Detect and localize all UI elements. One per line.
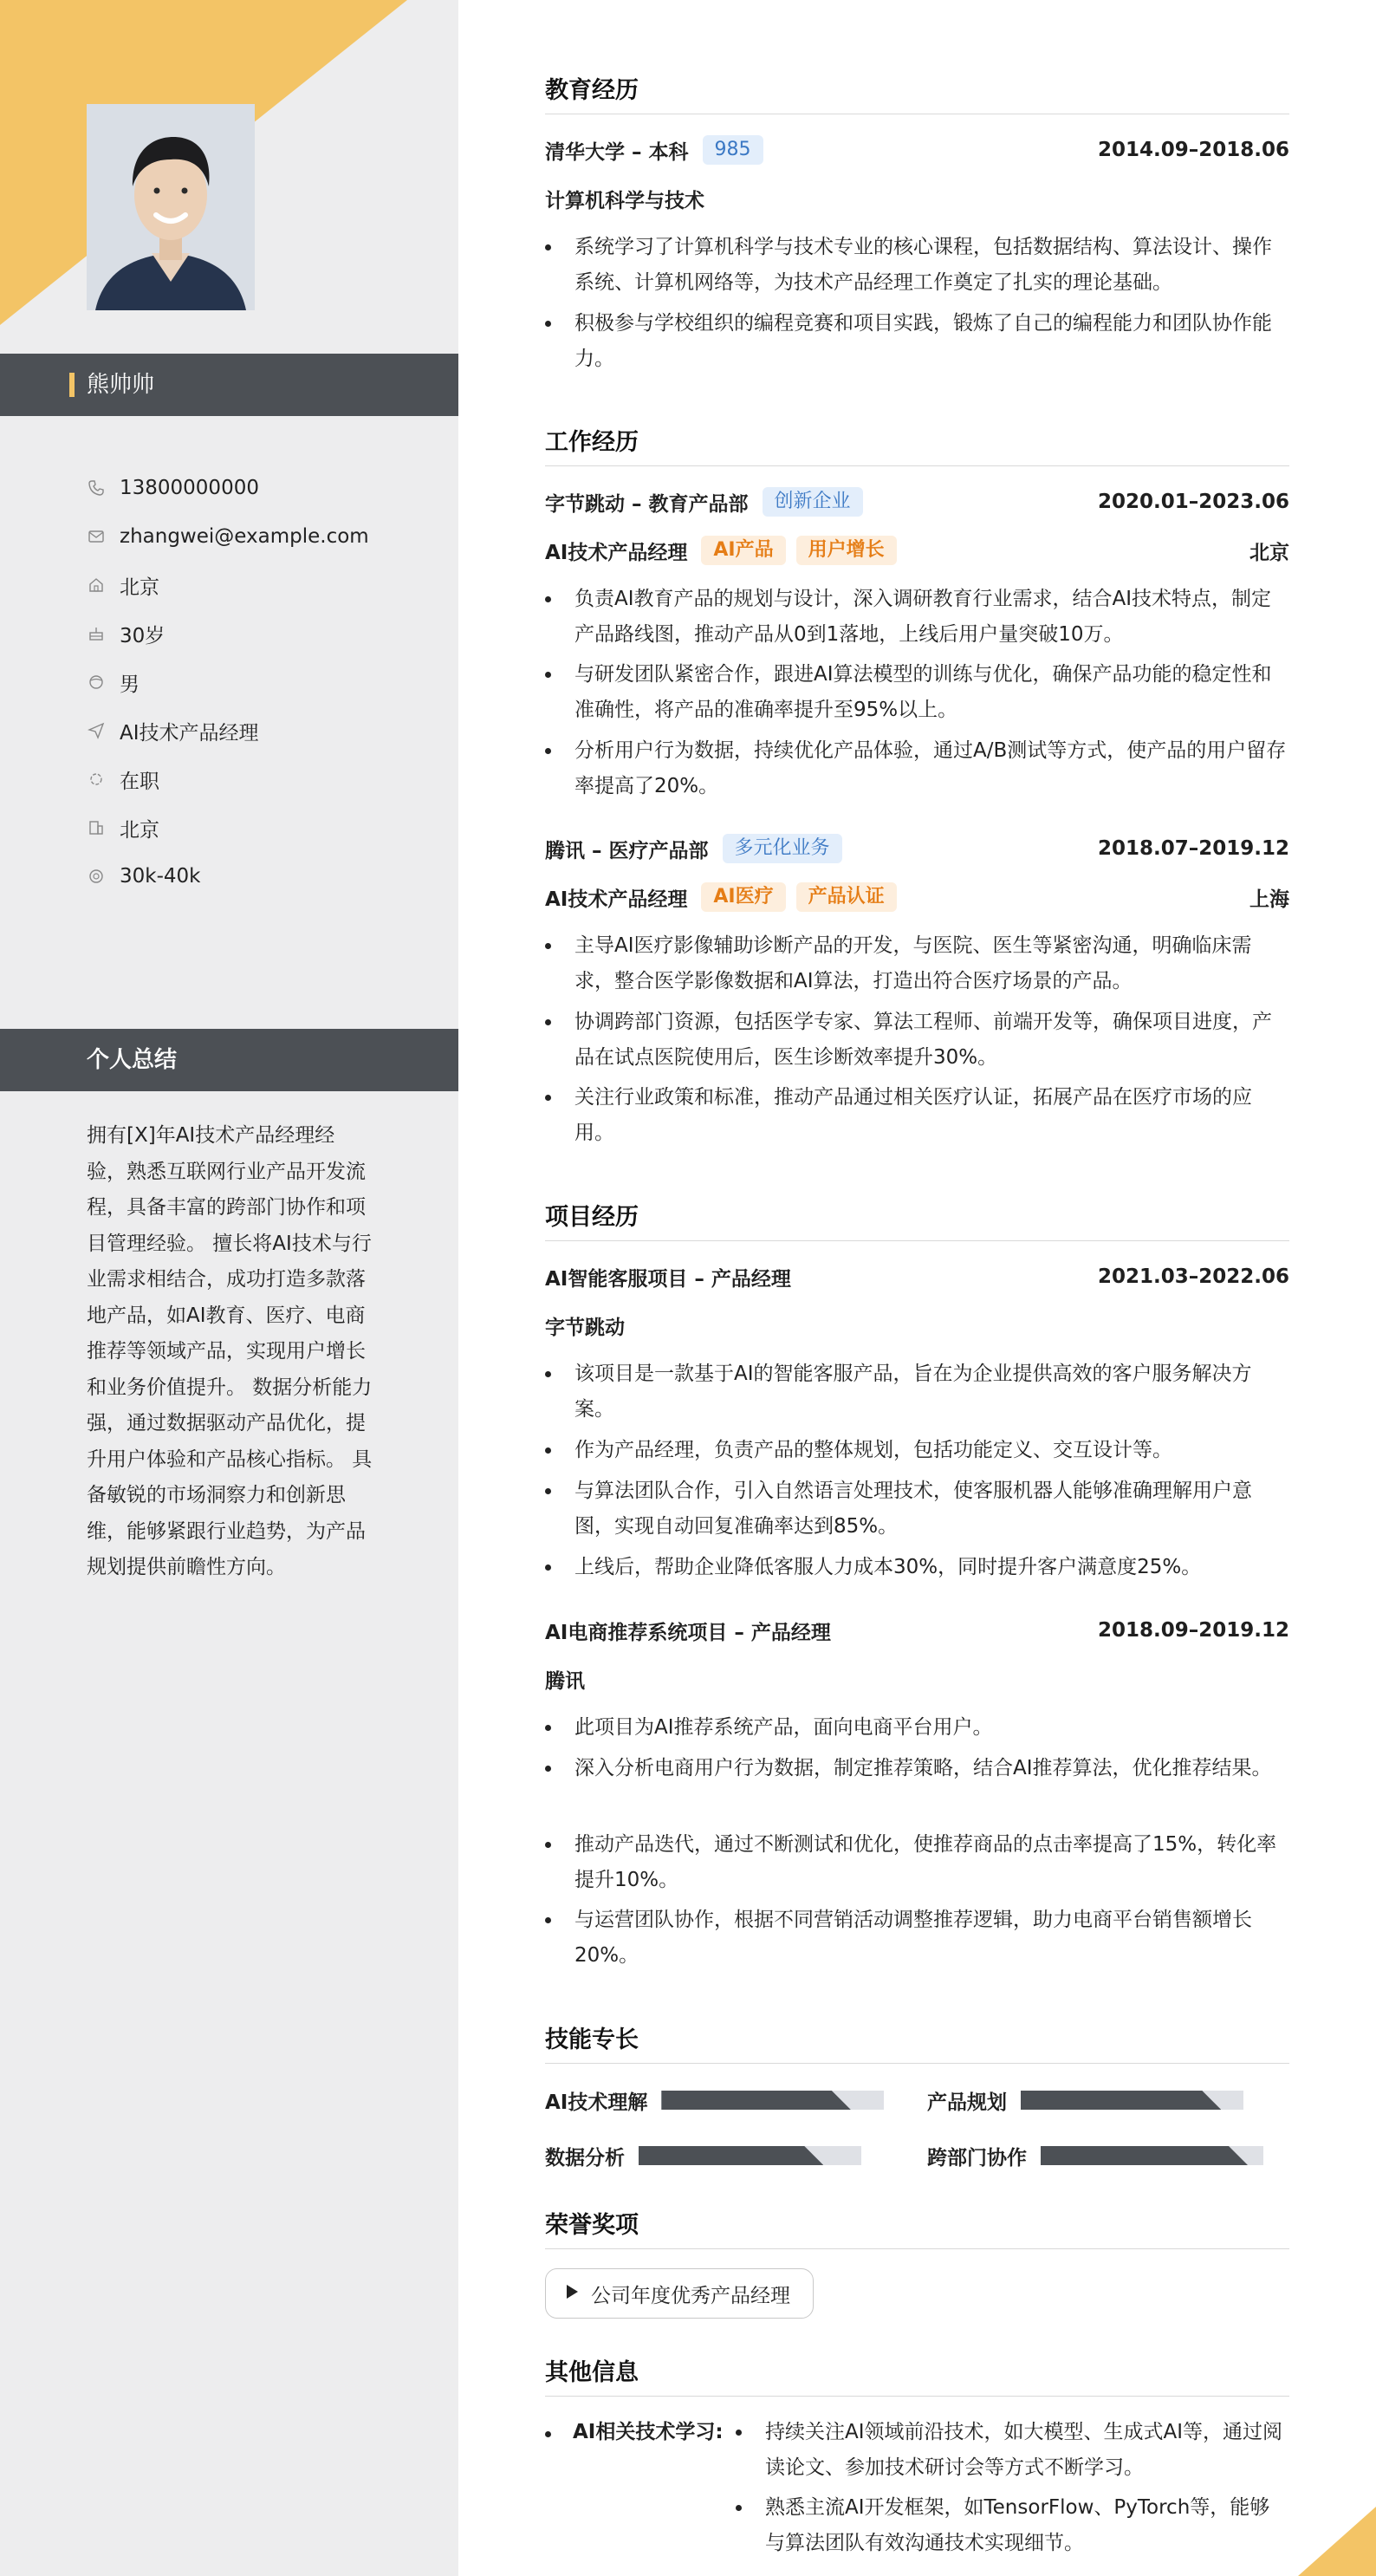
play-icon: [565, 2284, 579, 2303]
list-item: 深入分析电商用户行为数据，制定推荐策略，结合AI推荐算法，优化推荐结果。: [545, 1751, 1289, 1786]
contact-city-value: 北京: [120, 576, 159, 599]
mail-icon: [87, 527, 106, 546]
project-header: [545, 1259, 1289, 1294]
project-header: [545, 1613, 1289, 1648]
work-section: [545, 423, 1289, 466]
school-tag: 985: [703, 135, 763, 165]
contact-salary: [87, 852, 451, 901]
sidebar: [0, 0, 458, 2576]
list-item: 持续关注AI领域前沿技术，如大模型、生成式AI等，通过阅读论文、参加技术研讨会等方式不断学习。: [736, 2415, 1289, 2486]
corner-decoration-bottom: [1298, 2507, 1376, 2576]
school-name: 清华大学 – 本科: [545, 140, 689, 164]
skill-bar: [661, 2091, 884, 2110]
avatar: [87, 104, 255, 310]
summary-title: 个人总结: [87, 1047, 178, 1073]
skill-name: 数据分析: [545, 2146, 625, 2169]
other-bullet: [545, 2416, 555, 2426]
salary-icon: [87, 867, 106, 886]
contact-position: [87, 706, 451, 755]
job-role: AI技术产品经理: [545, 888, 688, 911]
contact-salary-value: 30k-40k: [120, 865, 201, 888]
list-item: 熟悉主流AI开发框架，如TensorFlow、PyTorch等，能够与算法团队有效沟通技术实现细节。: [736, 2490, 1289, 2561]
list-item: 此项目为AI推荐系统产品，面向电商平台用户。: [545, 1710, 1289, 1746]
phone-icon: [87, 478, 106, 498]
company-tag: 多元化业务: [723, 834, 842, 863]
work-title: 工作经历: [545, 423, 1289, 466]
contact-email: [87, 512, 451, 561]
role-tag: 用户增长: [796, 536, 897, 565]
skill-name: 产品规划: [927, 2091, 1007, 2114]
skill-item: [927, 2083, 1243, 2117]
projects-title: 项目经历: [545, 1198, 1289, 1241]
summary-header: [0, 1029, 458, 1091]
role-tag: 产品认证: [796, 882, 897, 912]
job-company: 腾讯 – 医疗产品部: [545, 839, 709, 862]
list-item: 积极参与学校组织的编程竞赛和项目实践，锻炼了自己的编程能力和团队协作能力。: [545, 306, 1289, 377]
other-title: 其他信息: [545, 2353, 1289, 2397]
list-item: 主导AI医疗影像辅助诊断产品的开发，与医院、医生等紧密沟通，明确临床需求，整合医学影像数据和AI算法，打造出符合医疗场景的产品。: [545, 928, 1289, 999]
list-item: 与研发团队紧密合作，跟进AI算法模型的训练与优化，确保产品功能的稳定性和准确性，将产品的准确率提升至95%以上。: [545, 657, 1289, 728]
contact-email-value[interactable]: zhangwei@example.com: [120, 525, 369, 548]
skills-section: [545, 2020, 1289, 2064]
name-bar: [0, 354, 458, 416]
company-tag: 创新企业: [763, 487, 863, 517]
other-section: [545, 2353, 1289, 2397]
job-period: 2018.07–2019.12: [1097, 837, 1289, 860]
role-tag: AI医疗: [701, 882, 785, 912]
home-icon: [87, 576, 106, 595]
skill-item: [545, 2138, 861, 2173]
list-item: 与算法团队合作，引入自然语言处理技术，使客服机器人能够准确理解用户意图，实现自动回复准确率达到85%。: [545, 1473, 1289, 1545]
list-item: 该项目是一款基于AI的智能客服产品，旨在为企业提供高效的客户服务解决方案。: [545, 1356, 1289, 1428]
contact-age: [87, 609, 451, 658]
skill-name: 跨部门协作: [927, 2146, 1027, 2169]
job-city: 北京: [1249, 541, 1289, 564]
projects-section: [545, 1198, 1289, 1241]
contact-workplace: [87, 803, 451, 852]
contact-phone: [87, 464, 451, 512]
skill-fill: [639, 2146, 823, 2165]
contact-city: [87, 561, 451, 609]
contact-workplace-value: 北京: [120, 818, 159, 842]
education-period: 2014.09–2018.06: [1097, 139, 1289, 161]
job-header: [545, 831, 1289, 866]
honors-section: [545, 2206, 1289, 2249]
job-header: [545, 485, 1289, 519]
name-accent: [69, 373, 75, 397]
cake-icon: [87, 624, 106, 643]
project-org-row: [545, 1662, 1289, 1696]
education-header: [545, 133, 1289, 167]
project-name: AI电商推荐系统项目 – 产品经理: [545, 1621, 831, 1644]
skill-fill: [1021, 2091, 1221, 2110]
job-role-row: [545, 533, 1289, 568]
send-icon: [87, 721, 106, 740]
job-period: 2020.01–2023.06: [1097, 491, 1289, 513]
education-title: 教育经历: [545, 71, 1289, 114]
profile-name: 熊帅帅: [87, 372, 155, 398]
job-city: 上海: [1249, 888, 1289, 911]
skill-fill: [661, 2091, 850, 2110]
project-period: 2021.03–2022.06: [1097, 1265, 1289, 1288]
project-org: 腾讯: [545, 1669, 585, 1693]
list-item: 与运营团队协作，根据不同营销活动调整推荐逻辑，助力电商平台销售额增长20%。: [545, 1903, 1289, 1974]
major: 计算机科学与技术: [545, 189, 704, 212]
contact-age-value: 30岁: [120, 624, 166, 647]
major-row: [545, 181, 1289, 216]
skill-bar: [1021, 2091, 1243, 2110]
skill-item: [927, 2138, 1263, 2173]
contact-status: [87, 755, 451, 803]
job-role: AI技术产品经理: [545, 541, 688, 564]
list-item: 作为产品经理，负责产品的整体规划，包括功能定义、交互设计等。: [545, 1433, 1289, 1468]
honors-title: 荣誉奖项: [545, 2206, 1289, 2249]
list-item: 系统学习了计算机科学与技术专业的核心课程，包括数据结构、算法设计、操作系统、计算机网络等，为技术产品经理工作奠定了扎实的理论基础。: [545, 230, 1289, 301]
project-period: 2018.09–2019.12: [1097, 1619, 1289, 1642]
list-item: 推动产品迭代，通过不断测试和优化，使推荐商品的点击率提高了15%，转化率提升10%。: [545, 1827, 1289, 1898]
list-item: 分析用户行为数据，持续优化产品体验，通过A/B测试等方式，使产品的用户留存率提高了20%。: [545, 733, 1289, 804]
skills-title: 技能专长: [545, 2020, 1289, 2064]
award-badge: [545, 2268, 814, 2319]
building-icon: [87, 818, 106, 837]
list-item: 协调跨部门资源，包括医学专家、算法工程师、前端开发等，确保项目进度，产品在试点医院使用后，医生诊断效率提升30%。: [545, 1005, 1289, 1076]
skill-item: [545, 2083, 884, 2117]
contact-gender-value: 男: [120, 673, 140, 696]
role-tag: AI产品: [701, 536, 785, 565]
status-icon: [87, 770, 106, 789]
contact-status-value: 在职: [120, 770, 159, 793]
contact-phone-value[interactable]: 13800000000: [120, 477, 259, 499]
project-org-row: [545, 1308, 1289, 1343]
skill-bar: [1041, 2146, 1263, 2165]
list-item: 负责AI教育产品的规划与设计，深入调研教育行业需求，结合AI技术特点，制定产品路线图，推动产品从0到1落地，上线后用户量突破10万。: [545, 582, 1289, 653]
education-section: [545, 71, 1289, 114]
contact-gender: [87, 658, 451, 706]
project-org: 字节跳动: [545, 1316, 625, 1339]
list-item: 关注行业政策和标准，推动产品通过相关医疗认证，拓展产品在医疗市场的应用。: [545, 1080, 1289, 1151]
project-name: AI智能客服项目 – 产品经理: [545, 1267, 791, 1291]
summary-text: 拥有[X]年AI技术产品经理经验，熟悉互联网行业产品开发流程，具备丰富的跨部门协作和项目管理经验。 擅长将AI技术与行业需求相结合，成功打造多款落地产品，如AI教育、医疗、电商推荐等领域产品，实现用户增长和业务价值提升。 数据分析能力强，通过数据驱动产品优化，提升用户体验和产品核心指标。 具备敏锐的市场洞察力和创新思维，能够紧跟行业趋势，为产品规划提供前瞻性方向。: [87, 1124, 373, 1578]
job-role-row: [545, 880, 1289, 914]
other-label: AI相关技术学习:: [573, 2421, 724, 2443]
list-item: 上线后，帮助企业降低客服人力成本30%，同时提升客户满意度25%。: [545, 1550, 1289, 1585]
contact-position-value: AI技术产品经理: [120, 721, 259, 745]
job-company: 字节跳动 – 教育产品部: [545, 492, 749, 516]
skill-name: AI技术理解: [545, 2091, 648, 2114]
gender-icon: [87, 673, 106, 692]
skill-bar: [639, 2146, 861, 2165]
award-text: 公司年度优秀产品经理: [591, 2284, 790, 2307]
skill-fill: [1041, 2146, 1248, 2165]
